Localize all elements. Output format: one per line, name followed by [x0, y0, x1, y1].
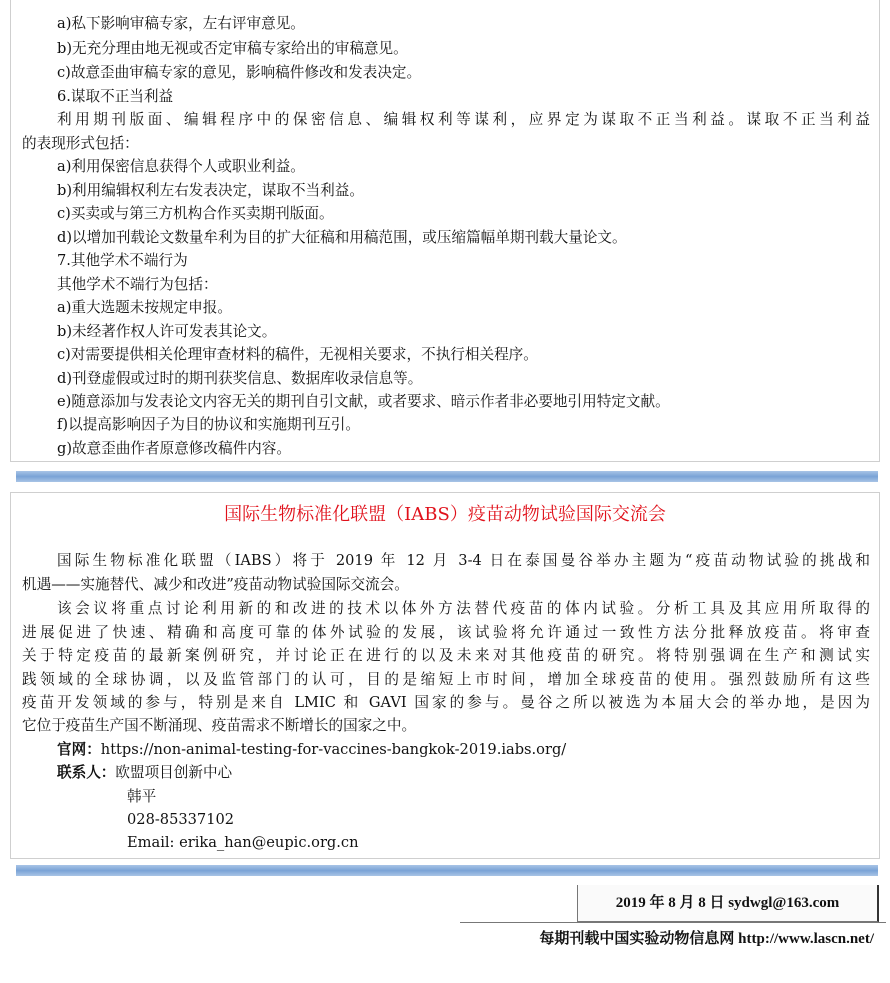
text-line: c)故意歪曲审稿专家的意见，影响稿件修改和发表决定。: [57, 64, 422, 81]
text-line: 该会议将重点讨论利用新的和改进的技术以体外方法替代疫苗的体内试验。分析工具及其应用所取得的: [57, 600, 870, 617]
text-line: g)故意歪曲作者原意修改稿件内容。: [57, 440, 291, 457]
section-heading: 7.其他学术不端行为: [57, 252, 188, 269]
text-line: 其他学术不端行为包括：: [57, 276, 218, 293]
text-line: 它位于疫苗生产国不断涌现、疫苗需求不断增长的国家之中。: [22, 717, 417, 734]
text-line: c)买卖或与第三方机构合作买卖期刊版面。: [57, 205, 334, 222]
contact-row: [57, 763, 232, 783]
text-line: b)无充分理由地无视或否定审稿专家给出的审稿意见。: [57, 40, 408, 57]
website-link[interactable]: https://non-animal-testing-for-vaccines-bangkok-2019.iabs.org/: [100, 741, 567, 758]
text-line: d)刊登虚假或过时的期刊获奖信息、数据库收录信息等。: [57, 370, 423, 387]
article-title: 国际生物标准化联盟（IABS）疫苗动物试验国际交流会: [224, 504, 666, 525]
footer-site-link[interactable]: 每期刊载中国实验动物信息网 http://www.lascn.net/: [460, 922, 886, 956]
text-line: 践领域的全球协调，以及监管部门的认可，目的是缩短上市时间，增加全球疫苗的使用。强烈鼓励所有这些: [22, 671, 870, 688]
contact-name: 韩平: [127, 788, 157, 805]
contact-phone: 028-85337102: [127, 811, 235, 828]
text-line: a)私下影响审稿专家，左右评审意见。: [57, 15, 305, 32]
blue-separator: [16, 471, 878, 482]
text-line: 进展促进了快速、精确和高度可靠的体外试验的发展，该试验将允许通过一致性方法分批释放疫苗。将审查: [22, 624, 870, 641]
section-heading: 6.谋取不正当利益: [57, 88, 174, 105]
blue-separator: [16, 865, 878, 876]
text-line: 国际生物标准化联盟（IABS）将于 2019 年 12 月 3-4 日在泰国曼谷举办主题为“疫苗动物试验的挑战和: [57, 552, 870, 569]
contact-org: 欧盟项目创新中心: [115, 764, 233, 781]
text-line: a)利用保密信息获得个人或职业利益。: [57, 158, 305, 175]
text-line: f)以提高影响因子为目的协议和实施期刊互引。: [57, 416, 360, 433]
website-row: [57, 740, 566, 760]
text-line: 的表现形式包括：: [22, 135, 139, 152]
text-line: 疫苗开发领域的参与，特别是来自 LMIC 和 GAVI 国家的参与。曼谷之所以被选为本届大会的举办地，是因为: [22, 694, 870, 711]
text-line: 关于特定疫苗的最新案例研究，并讨论正在进行的以及未来对其他疫苗的研究。将特别强调在生产和测试实: [22, 647, 870, 664]
text-line: b)利用编辑权利左右发表决定，谋取不当利益。: [57, 182, 364, 199]
text-line: 利用期刊版面、编辑程序中的保密信息、编辑权利等谋利，应界定为谋取不正当利益。谋取不正当利益: [57, 111, 870, 128]
text-line: e)随意添加与发表论文内容无关的期刊自引文献，或者要求、暗示作者非必要地引用特定文献。: [57, 393, 670, 410]
contact-label: 联系人：: [57, 764, 116, 781]
text-line: d)以增加刊载论文数量牟利为目的扩大征稿和用稿范围，或压缩篇幅单期刊载大量论文。: [57, 229, 627, 246]
website-label: 官网：: [57, 741, 101, 758]
contact-email[interactable]: Email: erika_han@eupic.org.cn: [127, 834, 359, 851]
text-line: 机遇——实施替代、减少和改进”疫苗动物试验国际交流会。: [22, 576, 409, 593]
text-line: a)重大选题未按规定申报。: [57, 299, 232, 316]
footer-date-email: 2019 年 8 月 8 日 sydwgl@163.com: [577, 885, 879, 922]
text-line: c)对需要提供相关伦理审查材料的稿件，无视相关要求，不执行相关程序。: [57, 346, 538, 363]
text-line: b)未经著作权人许可发表其论文。: [57, 323, 277, 340]
